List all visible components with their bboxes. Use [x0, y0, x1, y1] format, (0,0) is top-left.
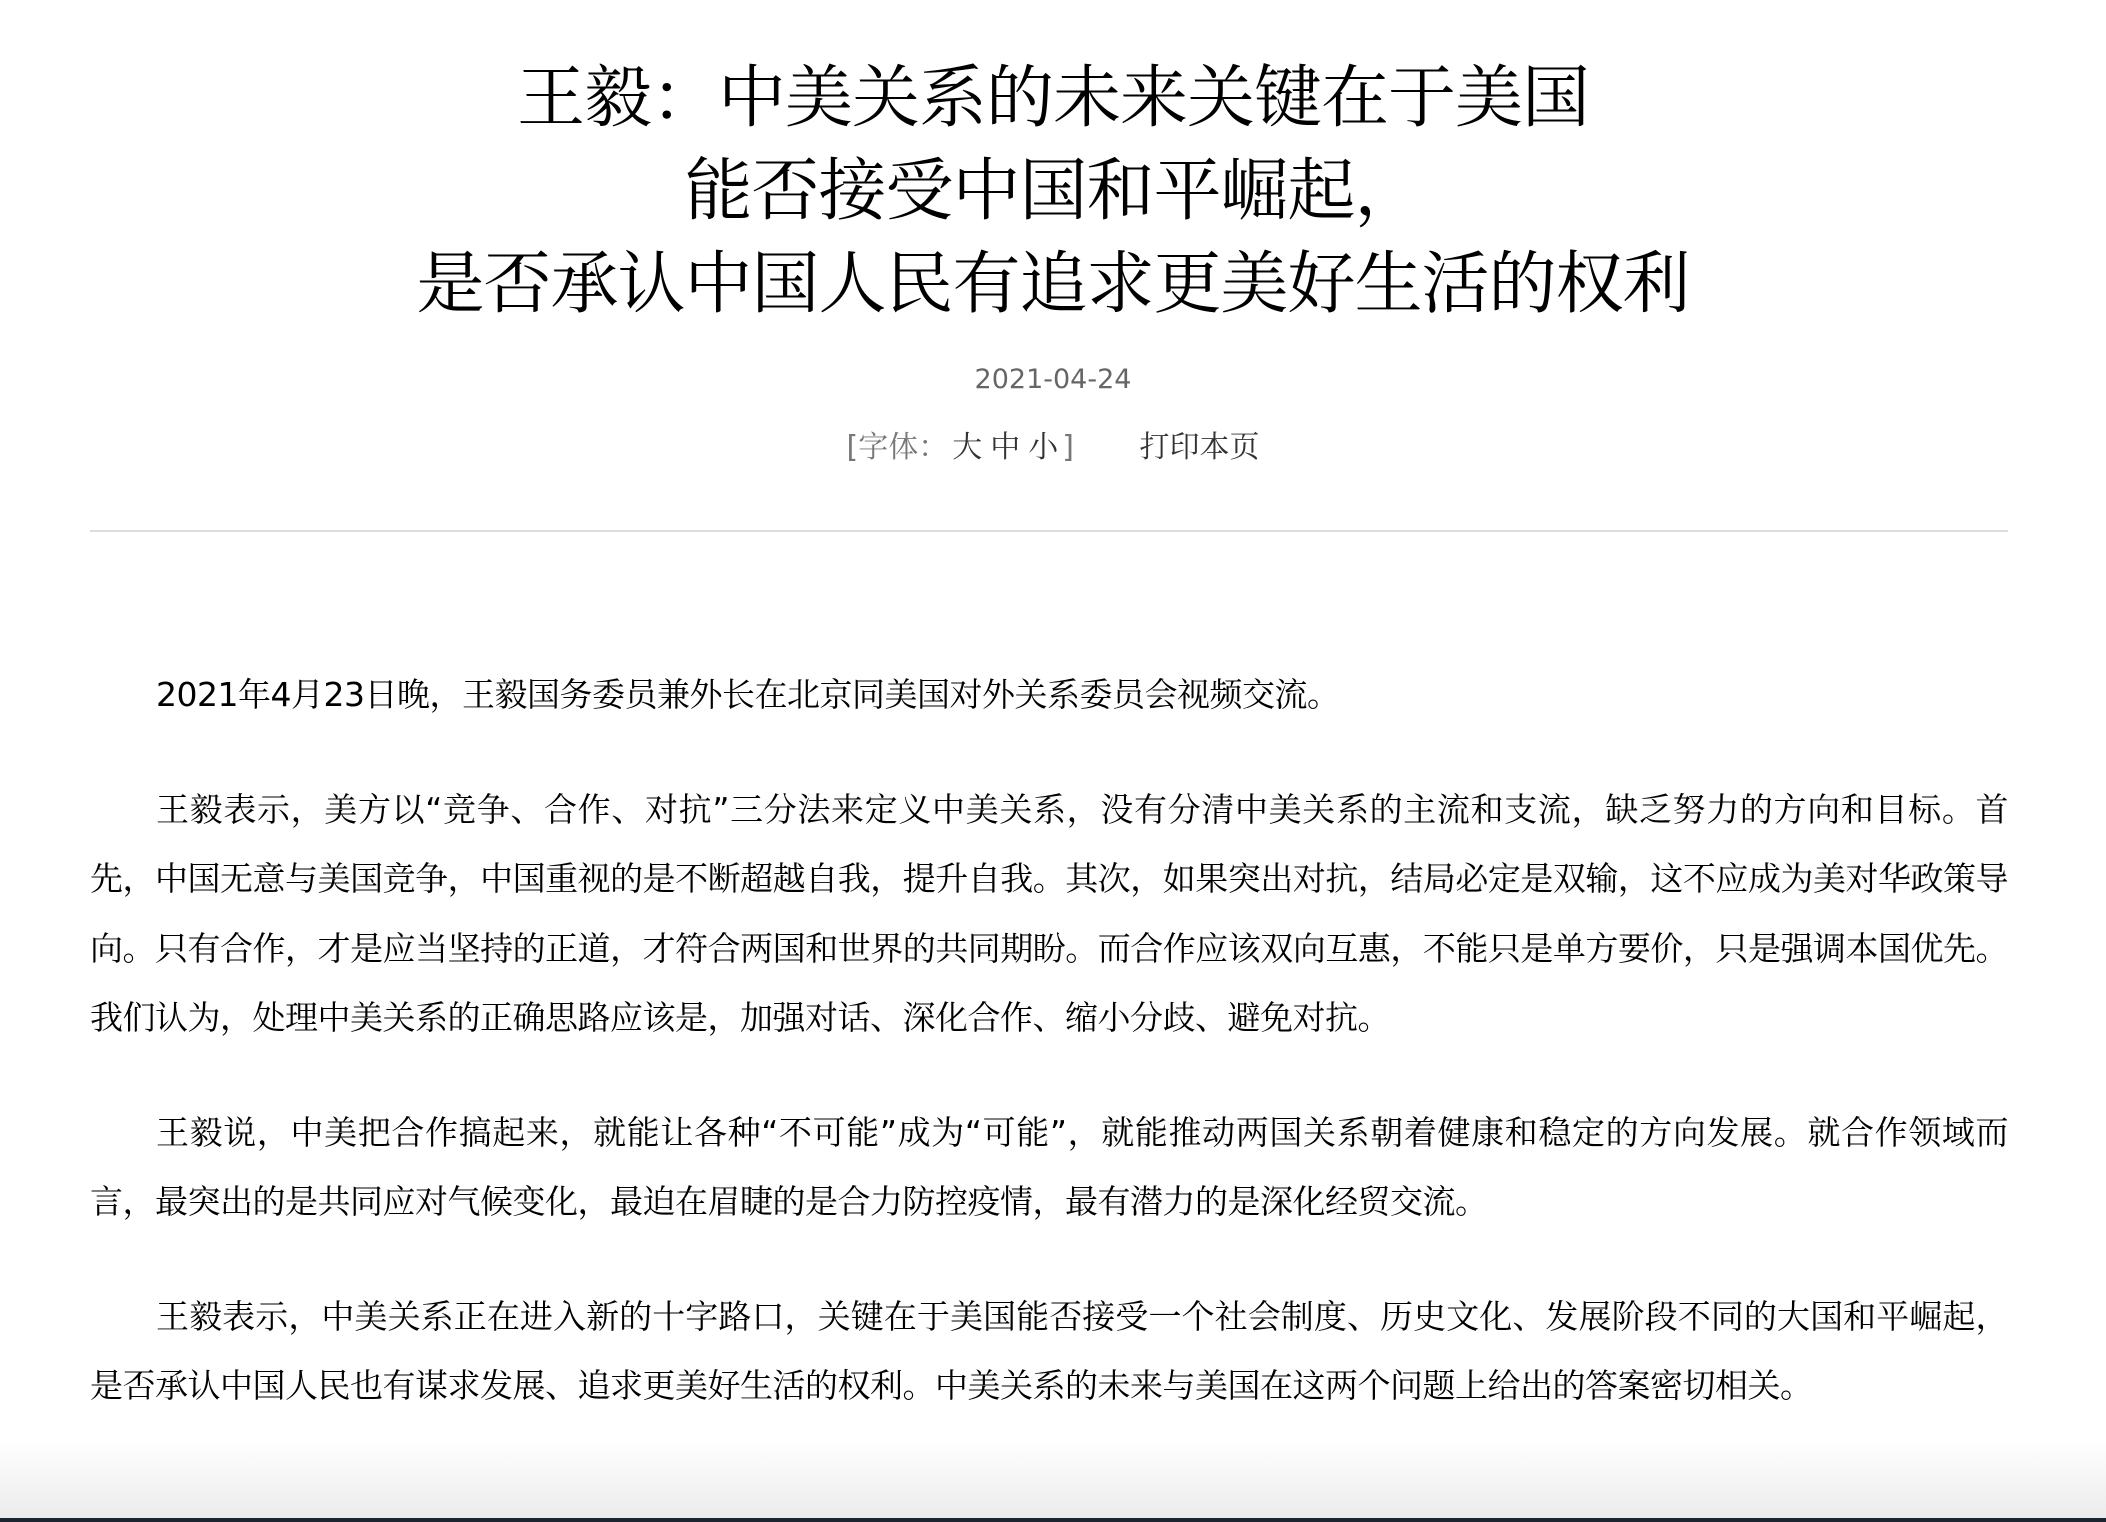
title-line-3: 是否承认中国人民有追求更美好生活的权利 [416, 245, 1690, 324]
font-size-close-bracket: ] [1062, 430, 1074, 465]
title-line-2: 能否接受中国和平崛起， [684, 152, 1422, 231]
paragraph-2: 王毅表示，美方以“竞争、合作、对抗”三分法来定义中美关系，没有分清中美关系的主流和支流，缺乏努力的方向和目标。首先，中国无意与美国竞争，中国重视的是不断超越自我，提升自我。其次，如果突出对抗，结局必定是双输，这不应成为美对华政策导向。只有合作，才是应当坚持的正道，才符合两国和世界的共同期盼。而合作应该双向互惠，不能只是单方要价，只是强调本国优先。我们认为，处理中美关系的正确思路应该是，加强对话、深化合作、缩小分歧、避免对抗。 [90, 789, 2008, 1037]
article-body [90, 660, 2008, 1466]
paragraph-4: 王毅表示，中美关系正在进入新的十字路口，关键在于美国能否接受一个社会制度、历史文化、发展阶段不同的大国和平崛起，是否承认中国人民也有谋求发展、追求更美好生活的权利。中美关系的未来与美国在这两个问题上给出的答案密切相关。 [90, 1296, 2008, 1405]
bottom-edge-bar [0, 1518, 2106, 1522]
font-size-open-bracket: [ [846, 430, 859, 465]
paragraph-3: 王毅说，中美把合作搞起来，就能让各种“不可能”成为“可能”，就能推动两国关系朝着健康和稳定的方向发展。就合作领域而言，最突出的是共同应对气候变化，最迫在眉睫的是合力防控疫情，最有潜力的是深化经贸交流。 [90, 1112, 2008, 1221]
font-size-small-link[interactable]: 小 [1028, 430, 1059, 465]
title-line-1: 王毅：中美关系的未来关键在于美国 [516, 59, 1589, 138]
font-size-large-link[interactable]: 大 [952, 430, 983, 465]
publish-date: 2021-04-24 [974, 364, 1132, 395]
paragraph-1: 2021年4月23日晚，王毅国务委员兼外长在北京同美国对外关系委员会视频交流。 [156, 675, 1340, 714]
font-size-label: 字体： [858, 430, 949, 465]
font-size-medium-link[interactable]: 中 [990, 430, 1021, 465]
header-divider [90, 530, 2008, 532]
article-title [0, 52, 2106, 331]
article-tools [0, 422, 2106, 466]
print-page-link[interactable]: 打印本页 [1139, 430, 1260, 465]
